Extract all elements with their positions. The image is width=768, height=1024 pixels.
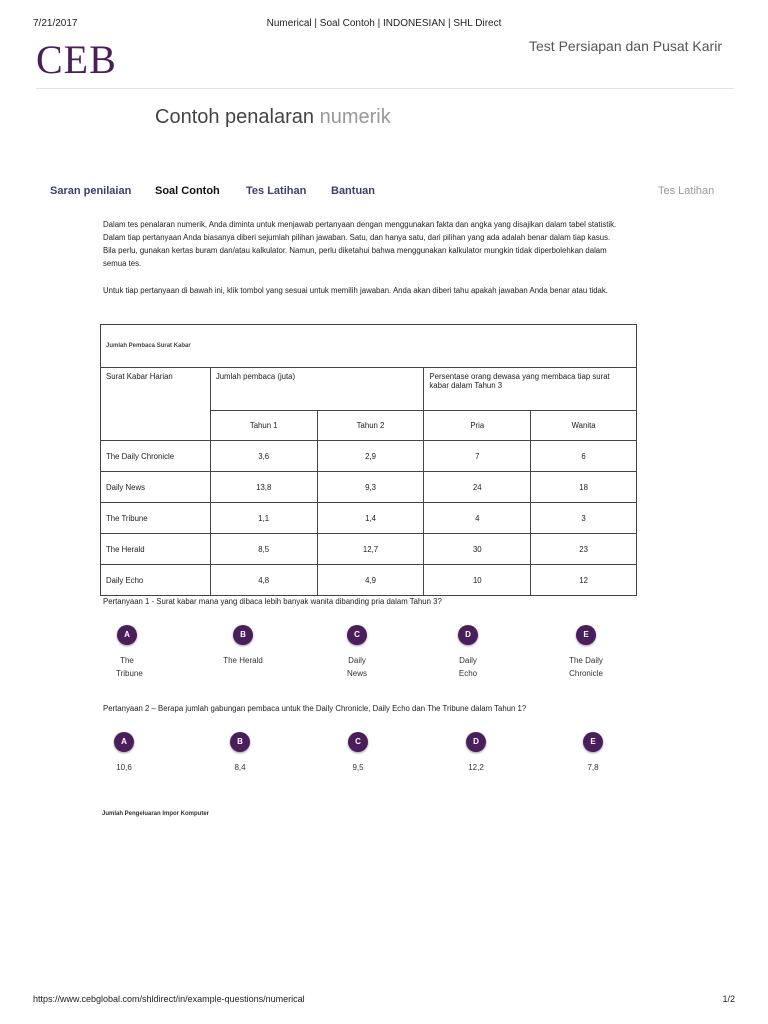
q2-option-e-label: 7,8 [587,763,599,772]
cell-year-1: 3,6 [210,441,317,472]
intro-paragraph: Dalam tes penalaran numerik, Anda diminta untuk menjawab pertanyaan dengan menggunakan fakta dan angka yang disajikan dalam tabel statistik. Dalam tiap pertanyaan Anda biasanya diberi sejumlah pilihan jawaban. Satu, dan hanya satu, dari pilihan yang ada adalah benar dalam tiap kasus. Bila perlu, gunakan kertas buram dan/atau kalkulator. Namun, perlu diketahui bahwa menggunakan kalkulator mungkin tidak diperbolehkan dalam semua tes. [103,220,617,268]
table-row [101,441,637,472]
instructions-paragraph: Untuk tiap pertanyaan di bawah ini, klik tombol yang sesuai untuk memilih jawaban. Anda akan diberi tahu apakah jawaban Anda benar atau tidak. [103,286,608,295]
cell-men: 10 [424,565,531,596]
q1-option-b-button[interactable]: B [233,625,253,645]
cell-newspaper: Daily News [101,472,211,503]
question-2-text: Pertanyaan 2 – Berapa jumlah gabungan pembaca untuk the Daily Chronicle, Daily Echo dan The Tribune dalam Tahun 1? [103,704,527,713]
q1-option-e-label: The Daily Chronicle [569,656,603,678]
q2-option-a-button[interactable]: A [114,732,134,752]
q1-option-a[interactable] [97,624,157,680]
q2-option-b-button[interactable]: B [230,732,250,752]
q2-option-c[interactable] [328,731,388,774]
q2-option-a-label: 10,6 [116,763,132,772]
page-title-sub: numerik [319,106,391,128]
cell-men: 7 [424,441,531,472]
cell-year-2: 9,3 [317,472,424,503]
cell-newspaper: The Daily Chronicle [101,441,211,472]
page-title-main: Contoh penalaran [155,106,315,128]
q1-option-c[interactable] [327,624,387,680]
header-percent-adults: Persentase orang dewasa yang membaca tiap surat kabar dalam Tahun 3 [424,368,637,411]
header-divider [36,88,734,89]
q1-option-d-label: Daily Echo [458,656,478,678]
table-row [101,472,637,503]
q1-option-e[interactable] [556,624,616,680]
nav-tab-soal-contoh[interactable]: Soal Contoh [155,185,220,197]
print-url: https://www.cebglobal.com/shldirect/in/example-questions/numerical [33,994,305,1004]
q1-option-c-label: Daily News [346,656,367,678]
q2-option-e[interactable] [563,731,623,774]
cell-newspaper: The Tribune [101,503,211,534]
print-date: 7/21/2017 [33,18,78,29]
q2-option-b-label: 8,4 [234,763,246,772]
newspaper-readership-table [100,324,637,596]
cell-men: 4 [424,503,531,534]
cell-women: 6 [531,441,637,472]
cell-newspaper: Daily Echo [101,565,211,596]
cell-women: 3 [531,503,637,534]
cell-newspaper: The Herald [101,534,211,565]
q2-option-d-label: 12,2 [468,763,484,772]
q1-option-b-label: The Herald [223,656,263,665]
cell-men: 24 [424,472,531,503]
table-caption: Jumlah Pembaca Surat Kabar [101,325,637,368]
q2-option-b[interactable] [210,731,270,774]
cell-year-1: 1,1 [210,503,317,534]
cell-year-1: 13,8 [210,472,317,503]
table-row [101,503,637,534]
q2-option-c-label: 9,5 [352,763,364,772]
q2-option-a[interactable] [94,731,154,774]
subheader-year-2: Tahun 2 [317,411,424,441]
nav-tab-bantuan[interactable]: Bantuan [331,185,375,197]
q2-option-d-button[interactable]: D [466,732,486,752]
q1-option-e-button[interactable]: E [576,625,596,645]
cell-year-2: 1,4 [317,503,424,534]
cell-women: 23 [531,534,637,565]
q1-option-d[interactable] [438,624,498,680]
subheader-year-1: Tahun 1 [210,411,317,441]
cell-men: 30 [424,534,531,565]
cell-year-1: 4,8 [210,565,317,596]
q2-option-c-button[interactable]: C [348,732,368,752]
table-row [101,534,637,565]
cell-year-2: 4,9 [317,565,424,596]
q1-option-a-label: The Tribune [116,656,143,678]
subheader-men: Pria [424,411,531,441]
nav-tab-tes-latihan[interactable]: Tes Latihan [246,185,307,197]
nav-link-tes-latihan[interactable]: Tes Latihan [658,185,715,197]
question-1-text: Pertanyaan 1 - Surat kabar mana yang dibaca lebih banyak wanita dibanding pria dalam Tahun 3? [103,597,442,606]
page-title [155,106,391,129]
cell-women: 12 [531,565,637,596]
q1-option-d-button[interactable]: D [458,625,478,645]
q2-option-d[interactable] [446,731,506,774]
nav-tab-saran-penilaian[interactable]: Saran penilaian [50,185,132,197]
q1-option-a-button[interactable]: A [117,625,137,645]
cell-year-2: 2,9 [317,441,424,472]
ceb-logo[interactable]: CEB [36,37,117,82]
table-2-caption: Jumlah Pengeluaran Impor Komputer [102,811,210,817]
print-page-title: Numerical | Soal Contoh | INDONESIAN | SHL Direct [266,18,502,29]
header-readers: Jumlah pembaca (juta) [210,368,424,411]
subheader-women: Wanita [531,411,637,441]
cell-women: 18 [531,472,637,503]
q2-option-e-button[interactable]: E [583,732,603,752]
cell-year-2: 12,7 [317,534,424,565]
print-page-number: 1/2 [722,994,735,1004]
cell-year-1: 8,5 [210,534,317,565]
table-row [101,565,637,596]
site-tagline: Test Persiapan dan Pusat Karir [529,38,722,54]
q1-option-b[interactable] [213,624,273,667]
header-newspaper: Surat Kabar Harian [101,368,211,441]
q1-option-c-button[interactable]: C [347,625,367,645]
